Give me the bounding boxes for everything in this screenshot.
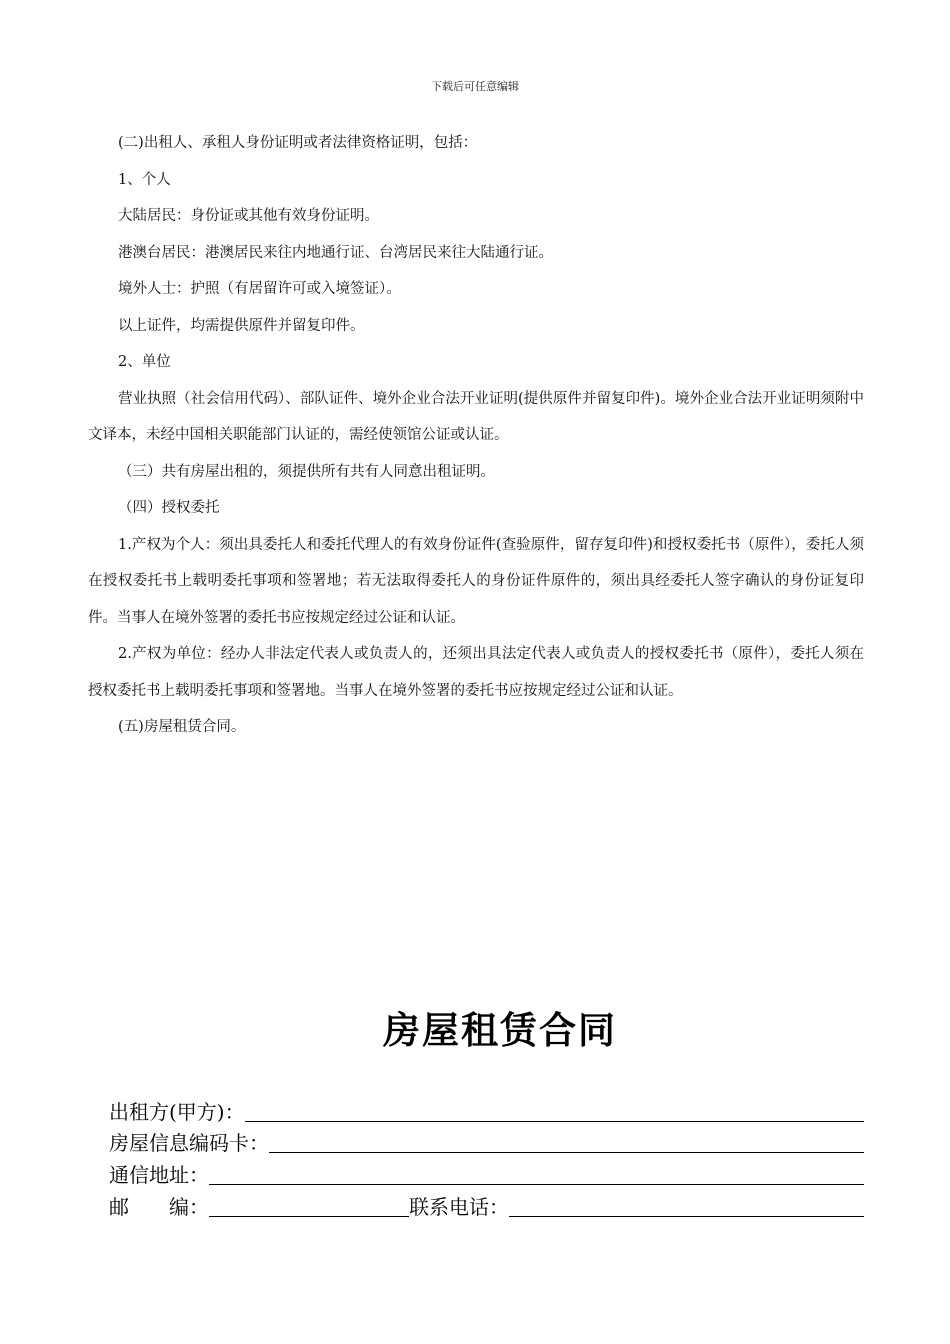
phone-label: 联系电话： [409,1195,509,1219]
paragraph-unit-documents: 营业执照（社会信用代码）、部队证件、境外企业合法开业证明(提供原件并留复印件)。境外企业合法开业证明须附中文译本，未经中国相关职能部门认证的，需经使领馆公证或认证。 [88,390,864,443]
address-label: 通信地址： [109,1163,209,1187]
house-code-row [109,1126,864,1156]
paragraph-authorization-individual: 1.产权为个人：须出具委托人和委托代理人的有效身份证件(查验原件，留存复印件)和授权委托书（原件），委托人须在授权委托书上载明委托事项和签署地；若无法取得委托人的身份证件原件的，须出具经委托人签字确认的身份证复印件。当事人在境外签署的委托书应按规定经过公证和认证。 [88,536,864,626]
postcode-field[interactable] [209,1194,409,1217]
address-row [109,1158,864,1188]
paragraph-identity-proof: (二)出租人、承租人身份证明或者法律资格证明，包括： [118,135,478,151]
paragraph-unit-heading: 2、单位 [118,354,171,370]
paragraph-originals-note: 以上证件，均需提供原件并留复印件。 [118,317,365,334]
paragraph-hk-macau-taiwan: 港澳台居民：港澳居民来往内地通行证、台湾居民来往大陆通行证。 [118,244,553,261]
contract-title: 房屋租赁合同 [383,1008,617,1052]
paragraph-individual-heading: 1、个人 [118,171,171,188]
paragraph-lease-contract: (五)房屋租赁合同。 [118,719,246,735]
house-code-field[interactable] [269,1130,864,1153]
postcode-phone-row [109,1190,864,1220]
paragraph-co-owned: （三）共有房屋出租的，须提供所有共有人同意出租证明。 [118,463,495,480]
lessor-row [109,1095,864,1125]
paragraph-mainland-residents: 大陆居民：身份证或其他有效身份证明。 [118,208,379,224]
postcode-label: 邮 编： [109,1195,209,1219]
page-header-note: 下载后可任意编辑 [431,80,519,93]
lessor-field[interactable] [245,1099,864,1122]
paragraph-foreigners: 境外人士：护照（有居留许可或入境签证）。 [118,281,401,297]
address-field[interactable] [209,1162,864,1185]
paragraph-authorization-unit: 2.产权为单位：经办人非法定代表人或负责人的，还须出具法定代表人或负责人的授权委托书（原件），委托人须在授权委托书上载明委托事项和签署地。当事人在境外签署的委托书应按规定经过公证和认证。 [88,646,864,699]
paragraph-authorization-heading: （四）授权委托 [118,500,220,516]
document-body [88,125,864,746]
lessor-label: 出租方(甲方)： [109,1100,245,1124]
house-code-label: 房屋信息编码卡： [109,1131,269,1155]
phone-field[interactable] [509,1194,864,1217]
